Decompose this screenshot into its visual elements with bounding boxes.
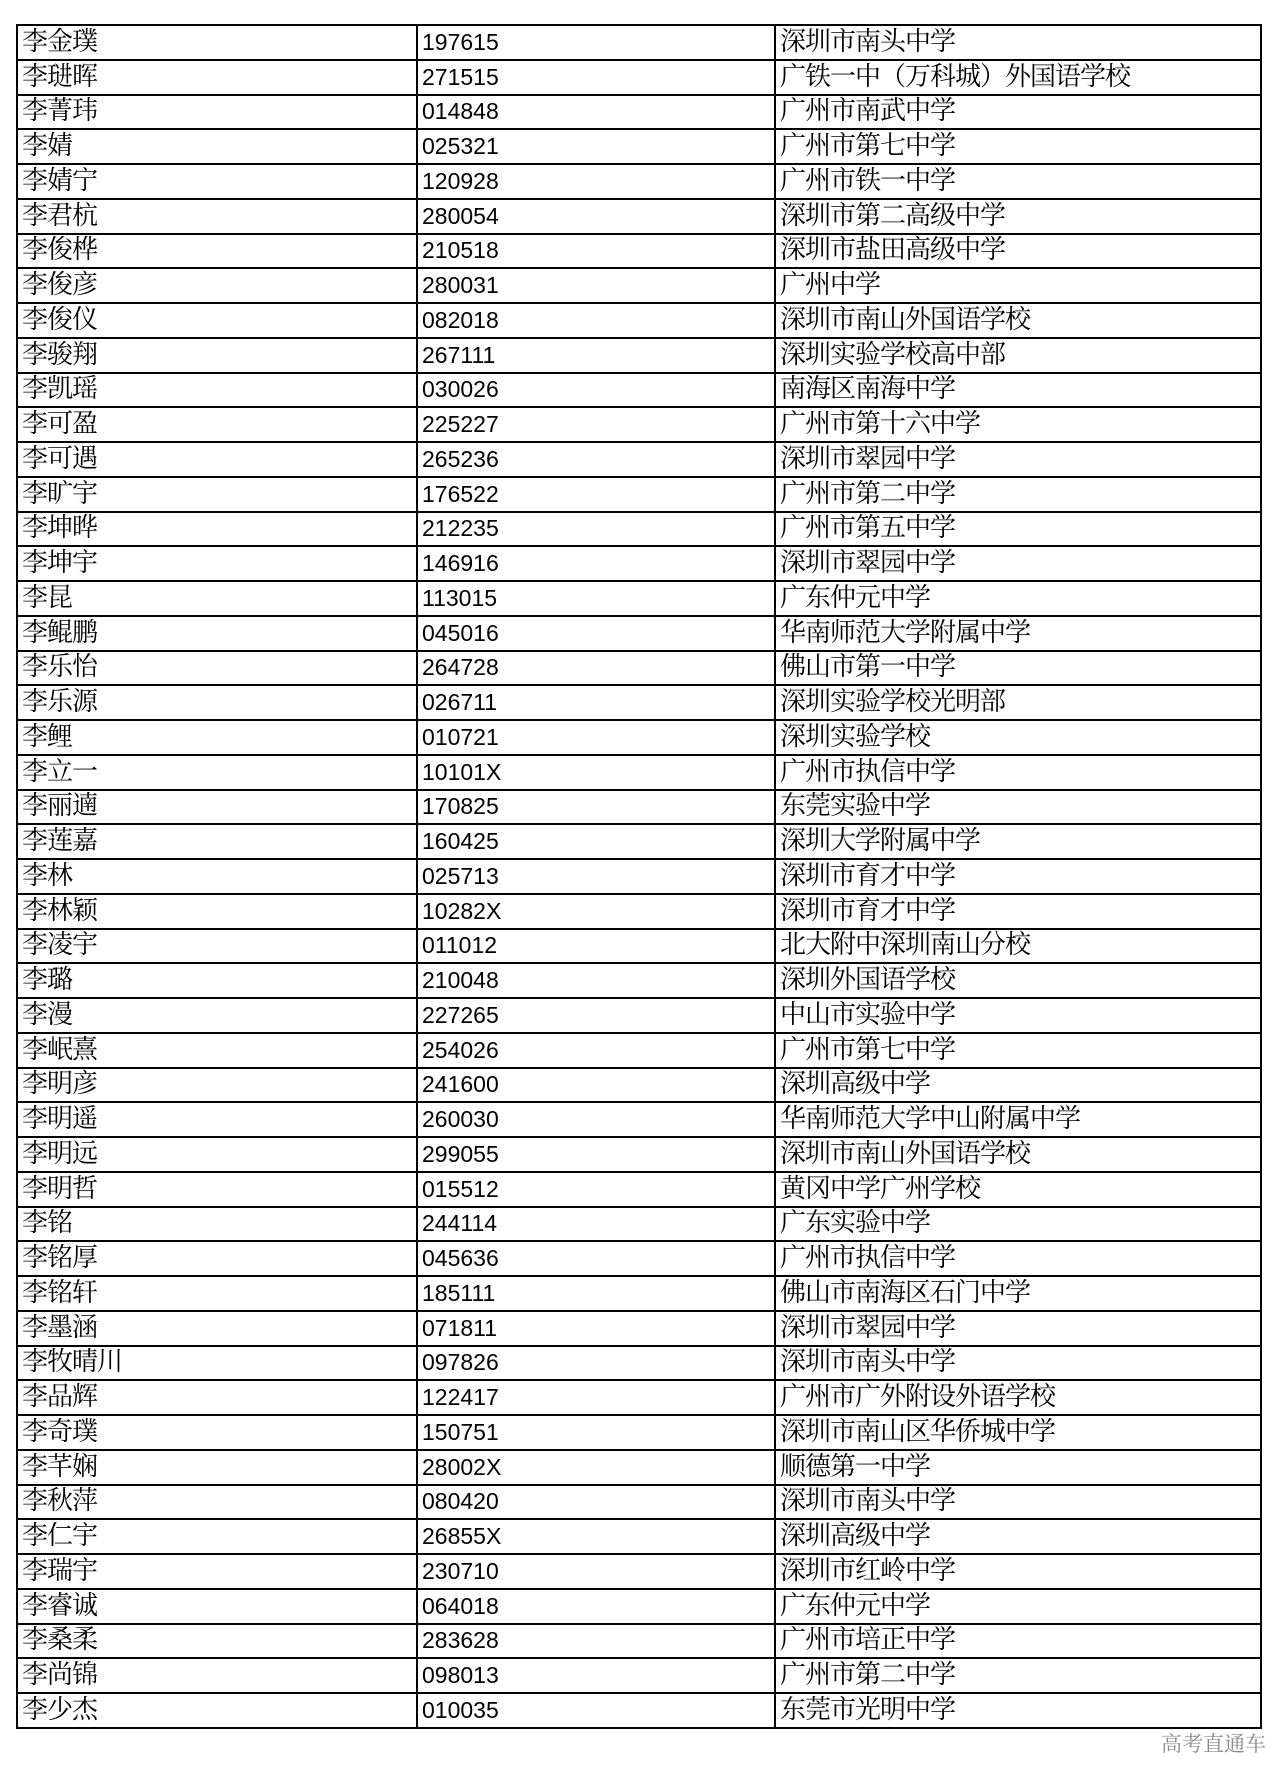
student-name-cell: 李琎晖 — [17, 60, 417, 95]
table-row — [17, 1102, 1261, 1137]
school-name-cell: 广州市执信中学 — [775, 755, 1261, 790]
school-name-cell: 深圳市育才中学 — [775, 859, 1261, 894]
student-id-cell: 025713 — [417, 859, 775, 894]
table-row — [17, 1693, 1261, 1728]
student-id-cell: 026711 — [417, 685, 775, 720]
student-name-cell: 李菁玮 — [17, 95, 417, 130]
student-id-cell: 011012 — [417, 929, 775, 964]
school-name-cell: 深圳市翠园中学 — [775, 442, 1261, 477]
student-id-cell: 230710 — [417, 1554, 775, 1589]
school-name-cell: 深圳市南山外国语学校 — [775, 303, 1261, 338]
table-row — [17, 929, 1261, 964]
student-id-cell: 045016 — [417, 616, 775, 651]
school-name-cell: 广州市铁一中学 — [775, 164, 1261, 199]
student-id-cell: 28002X — [417, 1450, 775, 1485]
table-row — [17, 1624, 1261, 1659]
school-name-cell: 深圳市南头中学 — [775, 1346, 1261, 1381]
student-name-cell: 李瑞宇 — [17, 1554, 417, 1589]
student-name-cell: 李品辉 — [17, 1380, 417, 1415]
student-name-cell: 李漫 — [17, 998, 417, 1033]
school-name-cell: 深圳实验学校光明部 — [775, 685, 1261, 720]
table-row — [17, 95, 1261, 130]
table-row — [17, 407, 1261, 442]
student-id-cell: 254026 — [417, 1033, 775, 1068]
student-id-cell: 160425 — [417, 824, 775, 859]
student-name-cell: 李岷熹 — [17, 1033, 417, 1068]
student-name-cell: 李明哲 — [17, 1172, 417, 1207]
school-name-cell: 广州市执信中学 — [775, 1241, 1261, 1276]
school-name-cell: 华南师范大学中山附属中学 — [775, 1102, 1261, 1137]
student-name-cell: 李婧宁 — [17, 164, 417, 199]
table-row — [17, 303, 1261, 338]
student-id-cell: 176522 — [417, 477, 775, 512]
student-name-cell: 李桑柔 — [17, 1624, 417, 1659]
table-row — [17, 1485, 1261, 1520]
school-name-cell: 广东实验中学 — [775, 1207, 1261, 1242]
table-row — [17, 1311, 1261, 1346]
table-row — [17, 1137, 1261, 1172]
student-id-cell: 265236 — [417, 442, 775, 477]
table-row — [17, 129, 1261, 164]
student-id-cell: 015512 — [417, 1172, 775, 1207]
school-name-cell: 广州市第二中学 — [775, 477, 1261, 512]
student-name-cell: 李坤晔 — [17, 512, 417, 547]
school-name-cell: 深圳外国语学校 — [775, 963, 1261, 998]
student-id-cell: 241600 — [417, 1068, 775, 1103]
table-row — [17, 546, 1261, 581]
student-id-cell: 150751 — [417, 1415, 775, 1450]
student-name-cell: 李明遥 — [17, 1102, 417, 1137]
student-name-cell: 李俊桦 — [17, 234, 417, 269]
student-id-cell: 064018 — [417, 1589, 775, 1624]
table-row — [17, 894, 1261, 929]
student-id-cell: 010035 — [417, 1693, 775, 1728]
table-row — [17, 1068, 1261, 1103]
student-name-cell: 李芊娴 — [17, 1450, 417, 1485]
student-name-cell: 李奇璞 — [17, 1415, 417, 1450]
table-row — [17, 790, 1261, 825]
student-name-cell: 李可遇 — [17, 442, 417, 477]
student-name-cell: 李林颖 — [17, 894, 417, 929]
school-name-cell: 深圳市南山外国语学校 — [775, 1137, 1261, 1172]
table-row — [17, 1450, 1261, 1485]
table-row — [17, 60, 1261, 95]
student-name-cell: 李璐 — [17, 963, 417, 998]
table-row — [17, 651, 1261, 686]
school-name-cell: 广州市第七中学 — [775, 129, 1261, 164]
student-id-cell: 185111 — [417, 1276, 775, 1311]
student-name-cell: 李尚锦 — [17, 1658, 417, 1693]
school-name-cell: 广州市第十六中学 — [775, 407, 1261, 442]
student-id-cell: 080420 — [417, 1485, 775, 1520]
student-name-cell: 李金璞 — [17, 25, 417, 60]
student-id-cell: 267111 — [417, 338, 775, 373]
table-row — [17, 199, 1261, 234]
student-name-cell: 李昆 — [17, 581, 417, 616]
student-name-cell: 李坤宇 — [17, 546, 417, 581]
school-name-cell: 深圳大学附属中学 — [775, 824, 1261, 859]
table-row — [17, 616, 1261, 651]
table-row — [17, 164, 1261, 199]
student-id-cell: 097826 — [417, 1346, 775, 1381]
table-row — [17, 581, 1261, 616]
student-id-cell: 26855X — [417, 1519, 775, 1554]
school-name-cell: 深圳实验学校 — [775, 720, 1261, 755]
student-name-cell: 李铭厚 — [17, 1241, 417, 1276]
student-name-cell: 李婧 — [17, 129, 417, 164]
school-name-cell: 深圳市翠园中学 — [775, 546, 1261, 581]
table-row — [17, 234, 1261, 269]
student-name-cell: 李乐源 — [17, 685, 417, 720]
student-name-cell: 李睿诚 — [17, 1589, 417, 1624]
table-row — [17, 824, 1261, 859]
student-name-cell: 李铭轩 — [17, 1276, 417, 1311]
student-id-cell: 244114 — [417, 1207, 775, 1242]
student-name-cell: 李明彦 — [17, 1068, 417, 1103]
student-name-cell: 李丽遖 — [17, 790, 417, 825]
table-row — [17, 1241, 1261, 1276]
student-id-cell: 082018 — [417, 303, 775, 338]
school-name-cell: 深圳市育才中学 — [775, 894, 1261, 929]
school-name-cell: 深圳市红岭中学 — [775, 1554, 1261, 1589]
school-name-cell: 黄冈中学广州学校 — [775, 1172, 1261, 1207]
school-name-cell: 广东仲元中学 — [775, 1589, 1261, 1624]
student-id-cell: 120928 — [417, 164, 775, 199]
school-name-cell: 佛山市南海区石门中学 — [775, 1276, 1261, 1311]
school-name-cell: 东莞市光明中学 — [775, 1693, 1261, 1728]
student-name-cell: 李立一 — [17, 755, 417, 790]
table-row — [17, 963, 1261, 998]
table-row — [17, 685, 1261, 720]
student-id-cell: 014848 — [417, 95, 775, 130]
student-name-cell: 李乐怡 — [17, 651, 417, 686]
student-id-cell: 280054 — [417, 199, 775, 234]
school-name-cell: 中山市实验中学 — [775, 998, 1261, 1033]
student-name-cell: 李鲤 — [17, 720, 417, 755]
student-id-cell: 113015 — [417, 581, 775, 616]
school-name-cell: 广州市培正中学 — [775, 1624, 1261, 1659]
table-row — [17, 1207, 1261, 1242]
school-name-cell: 南海区南海中学 — [775, 373, 1261, 408]
table-row — [17, 1658, 1261, 1693]
student-id-cell: 264728 — [417, 651, 775, 686]
student-name-cell: 李少杰 — [17, 1693, 417, 1728]
student-name-cell: 李旷宇 — [17, 477, 417, 512]
student-id-cell: 197615 — [417, 25, 775, 60]
table-row — [17, 1380, 1261, 1415]
school-name-cell: 广州市第二中学 — [775, 1658, 1261, 1693]
table-row — [17, 720, 1261, 755]
student-name-cell: 李可盈 — [17, 407, 417, 442]
school-name-cell: 深圳市第二高级中学 — [775, 199, 1261, 234]
table-row — [17, 1519, 1261, 1554]
student-name-cell: 李林 — [17, 859, 417, 894]
table-row — [17, 442, 1261, 477]
table-row — [17, 338, 1261, 373]
student-id-cell: 260030 — [417, 1102, 775, 1137]
student-roster-table — [16, 24, 1262, 1729]
student-name-cell: 李铭 — [17, 1207, 417, 1242]
student-id-cell: 210048 — [417, 963, 775, 998]
student-id-cell: 122417 — [417, 1380, 775, 1415]
table-row — [17, 477, 1261, 512]
student-id-cell: 030026 — [417, 373, 775, 408]
student-id-cell: 010721 — [417, 720, 775, 755]
student-id-cell: 045636 — [417, 1241, 775, 1276]
school-name-cell: 佛山市第一中学 — [775, 651, 1261, 686]
table-row — [17, 1554, 1261, 1589]
student-id-cell: 210518 — [417, 234, 775, 269]
school-name-cell: 东莞实验中学 — [775, 790, 1261, 825]
school-name-cell: 广州市南武中学 — [775, 95, 1261, 130]
student-id-cell: 098013 — [417, 1658, 775, 1693]
student-id-cell: 146916 — [417, 546, 775, 581]
student-name-cell: 李凌宇 — [17, 929, 417, 964]
school-name-cell: 广铁一中（万科城）外国语学校 — [775, 60, 1261, 95]
school-name-cell: 广州市第七中学 — [775, 1033, 1261, 1068]
student-name-cell: 李骏翔 — [17, 338, 417, 373]
school-name-cell: 深圳高级中学 — [775, 1519, 1261, 1554]
school-name-cell: 华南师范大学附属中学 — [775, 616, 1261, 651]
school-name-cell: 顺德第一中学 — [775, 1450, 1261, 1485]
table-row — [17, 859, 1261, 894]
student-name-cell: 李明远 — [17, 1137, 417, 1172]
school-name-cell: 深圳高级中学 — [775, 1068, 1261, 1103]
student-id-cell: 283628 — [417, 1624, 775, 1659]
table-row — [17, 1172, 1261, 1207]
school-name-cell: 深圳实验学校高中部 — [775, 338, 1261, 373]
student-id-cell: 10282X — [417, 894, 775, 929]
student-name-cell: 李凯瑶 — [17, 373, 417, 408]
student-name-cell: 李俊仪 — [17, 303, 417, 338]
table-row — [17, 25, 1261, 60]
school-name-cell: 深圳市翠园中学 — [775, 1311, 1261, 1346]
table-row — [17, 998, 1261, 1033]
table-row — [17, 373, 1261, 408]
student-name-cell: 李墨涵 — [17, 1311, 417, 1346]
table-row — [17, 268, 1261, 303]
roster-body — [17, 25, 1261, 1728]
student-name-cell: 李俊彦 — [17, 268, 417, 303]
student-id-cell: 212235 — [417, 512, 775, 547]
student-id-cell: 10101X — [417, 755, 775, 790]
school-name-cell: 北大附中深圳南山分校 — [775, 929, 1261, 964]
student-id-cell: 227265 — [417, 998, 775, 1033]
student-name-cell: 李莲嘉 — [17, 824, 417, 859]
school-name-cell: 广州市广外附设外语学校 — [775, 1380, 1261, 1415]
table-row — [17, 1033, 1261, 1068]
school-name-cell: 深圳市盐田高级中学 — [775, 234, 1261, 269]
student-name-cell: 李鲲鹏 — [17, 616, 417, 651]
school-name-cell: 广东仲元中学 — [775, 581, 1261, 616]
student-id-cell: 025321 — [417, 129, 775, 164]
student-id-cell: 280031 — [417, 268, 775, 303]
school-name-cell: 深圳市南头中学 — [775, 25, 1261, 60]
student-name-cell: 李仁宇 — [17, 1519, 417, 1554]
school-name-cell: 广州市第五中学 — [775, 512, 1261, 547]
table-row — [17, 1276, 1261, 1311]
student-id-cell: 225227 — [417, 407, 775, 442]
watermark-text: 高考直通车 — [1161, 1732, 1266, 1756]
table-row — [17, 512, 1261, 547]
table-row — [17, 1346, 1261, 1381]
student-id-cell: 271515 — [417, 60, 775, 95]
student-id-cell: 299055 — [417, 1137, 775, 1172]
table-row — [17, 755, 1261, 790]
student-name-cell: 李君杭 — [17, 199, 417, 234]
school-name-cell: 深圳市南头中学 — [775, 1485, 1261, 1520]
student-id-cell: 170825 — [417, 790, 775, 825]
table-row — [17, 1415, 1261, 1450]
table-row — [17, 1589, 1261, 1624]
student-id-cell: 071811 — [417, 1311, 775, 1346]
student-name-cell: 李牧晴川 — [17, 1346, 417, 1381]
school-name-cell: 广州中学 — [775, 268, 1261, 303]
student-name-cell: 李秋萍 — [17, 1485, 417, 1520]
school-name-cell: 深圳市南山区华侨城中学 — [775, 1415, 1261, 1450]
